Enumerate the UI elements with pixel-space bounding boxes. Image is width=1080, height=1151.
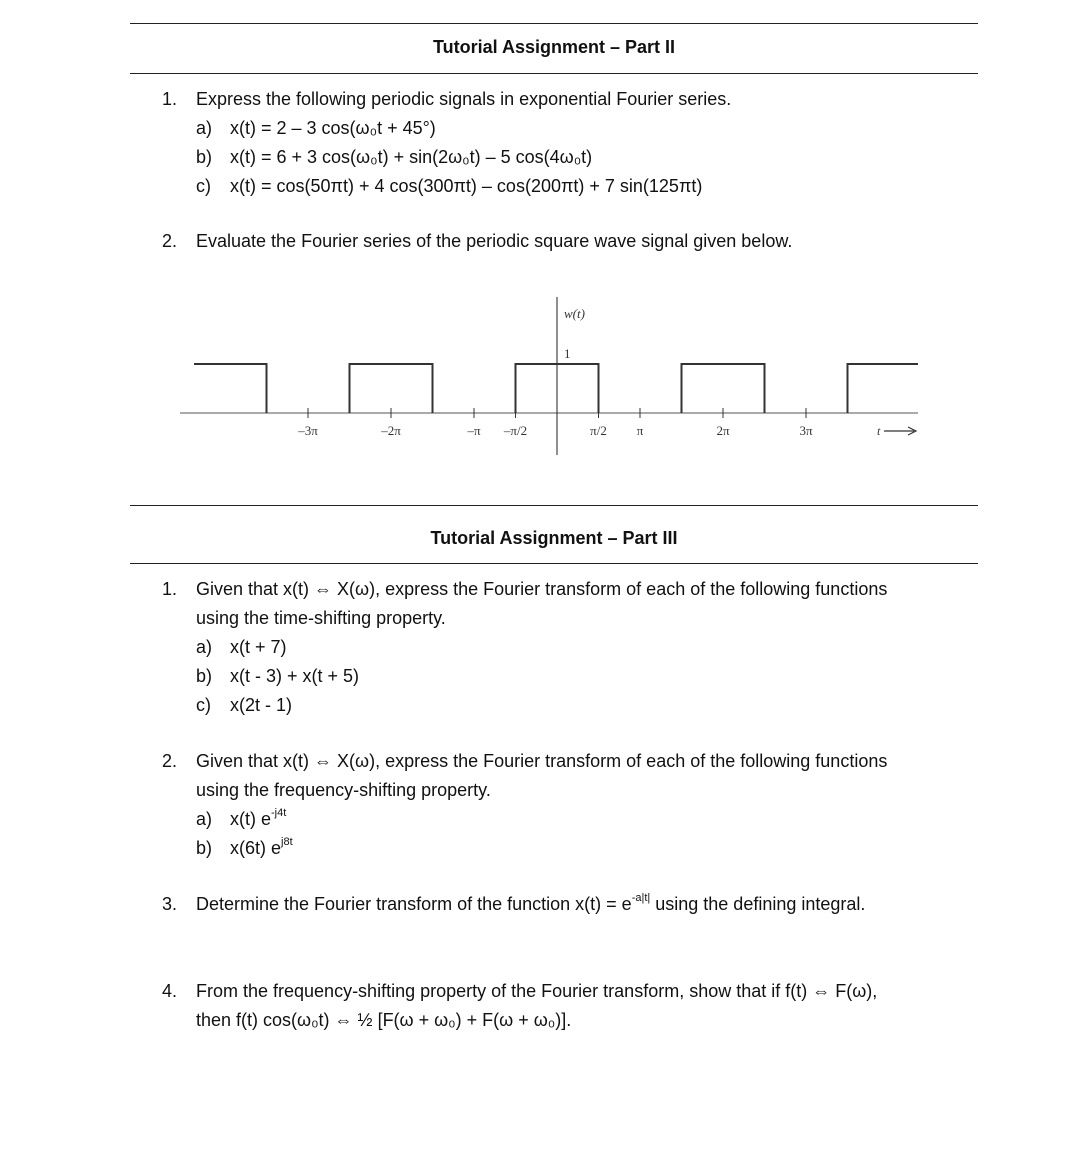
- sub-item-label: a): [196, 809, 213, 829]
- part2-question-1: [162, 85, 922, 201]
- sub-item-label: c): [196, 176, 211, 196]
- sub-item-text: x(t + 7): [230, 637, 287, 657]
- sub-item-a: [196, 114, 922, 143]
- sub-item-label: a): [196, 637, 213, 657]
- sub-item-text: x(t) = 2 – 3 cos(ω₀t + 45°): [230, 118, 436, 138]
- sub-item-text: x(t - 3) + x(t + 5): [230, 666, 360, 686]
- question-text: From the frequency-shifting property of the Fourier transform, show that if f(t) ⇔ F(ω), then f(t) cos(ω₀t) ⇔ ½ [F(ω + ω₀) + F(ω + ω₀)].: [196, 981, 878, 1030]
- exponent: j8t: [281, 836, 293, 848]
- tick-label: –π/2: [503, 423, 528, 438]
- sub-item-text: x(2t - 1): [230, 695, 293, 715]
- question-number: 1.: [162, 579, 178, 599]
- sub-item-a: [196, 633, 922, 662]
- part3-title-rule: [130, 563, 978, 564]
- question-number: 3.: [162, 894, 178, 914]
- part2-question-2: [162, 227, 922, 256]
- exponent: -j4t: [271, 807, 287, 819]
- question-number: 2.: [162, 231, 178, 251]
- sub-item-c: [196, 691, 922, 720]
- question-text: Given that x(t) ⇔ X(ω), express the Fourier transform of each of the following functions using the time-shifting property.: [196, 579, 888, 628]
- top-rule: [130, 23, 978, 24]
- sub-item-b: [196, 662, 922, 691]
- tick-label: –3π: [298, 423, 318, 438]
- tick-label: –2π: [381, 423, 401, 438]
- sub-item-c: [196, 172, 922, 201]
- part2-title-rule: [130, 73, 978, 74]
- tick-label: 3π: [799, 423, 813, 438]
- amplitude-label: 1: [564, 346, 571, 361]
- part3-question-2: [162, 747, 922, 863]
- sub-item-label: b): [196, 838, 213, 858]
- part3-title: Tutorial Assignment – Part III: [430, 528, 678, 548]
- question-number: 1.: [162, 89, 178, 109]
- question-text: Given that x(t) ⇔ X(ω), express the Fourier transform of each of the following functions using the frequency-shifting property.: [196, 751, 888, 800]
- sub-item-b: [196, 834, 922, 863]
- question-text: Determine the Fourier transform of the function $x(t) = e^{-a|t|}$ using the defining integral.: [196, 892, 866, 914]
- sub-item-label: a): [196, 118, 213, 138]
- x-axis-label: t: [877, 424, 881, 438]
- part3-question-4: [162, 977, 922, 1035]
- sub-item-label: c): [196, 695, 211, 715]
- y-axis-label: w(t): [564, 306, 585, 321]
- tick-label: π: [636, 423, 644, 438]
- sub-item-b: [196, 143, 922, 172]
- sub-item-label: b): [196, 666, 213, 686]
- part3-top-rule: [130, 505, 978, 506]
- exponent: -a|t|: [631, 892, 651, 904]
- sub-item-a: [196, 805, 922, 834]
- question-text: Express the following periodic signals in exponential Fourier series.: [196, 89, 732, 109]
- square-wave-trace: [194, 364, 918, 413]
- sub-item-text: x(t) = 6 + 3 cos(ω₀t) + sin(2ω₀t) – 5 cos(4ω₀t): [230, 147, 593, 167]
- tick-label: –π: [467, 423, 481, 438]
- part2-title: Tutorial Assignment – Part II: [432, 37, 676, 57]
- x-axis-arrow: [884, 427, 916, 435]
- tick-label: 2π: [716, 423, 730, 438]
- square-wave-plot: [180, 292, 930, 462]
- sub-item-label: b): [196, 147, 213, 167]
- sub-item-text: x(6t) $e^{j8t}$: [230, 836, 293, 858]
- question-number: 2.: [162, 751, 178, 771]
- part3-question-1: [162, 575, 922, 720]
- sub-item-text: x(t) $e^{-j4t}$: [230, 807, 287, 829]
- question-text: Evaluate the Fourier series of the periodic square wave signal given below.: [196, 231, 793, 251]
- question-number: 4.: [162, 981, 178, 1001]
- tick-label: π/2: [590, 423, 607, 438]
- part3-question-3: [162, 890, 922, 919]
- sub-item-text: x(t) = cos(50πt) + 4 cos(300πt) – cos(200πt) + 7 sin(125πt): [230, 176, 703, 196]
- square-wave-figure: [180, 292, 930, 462]
